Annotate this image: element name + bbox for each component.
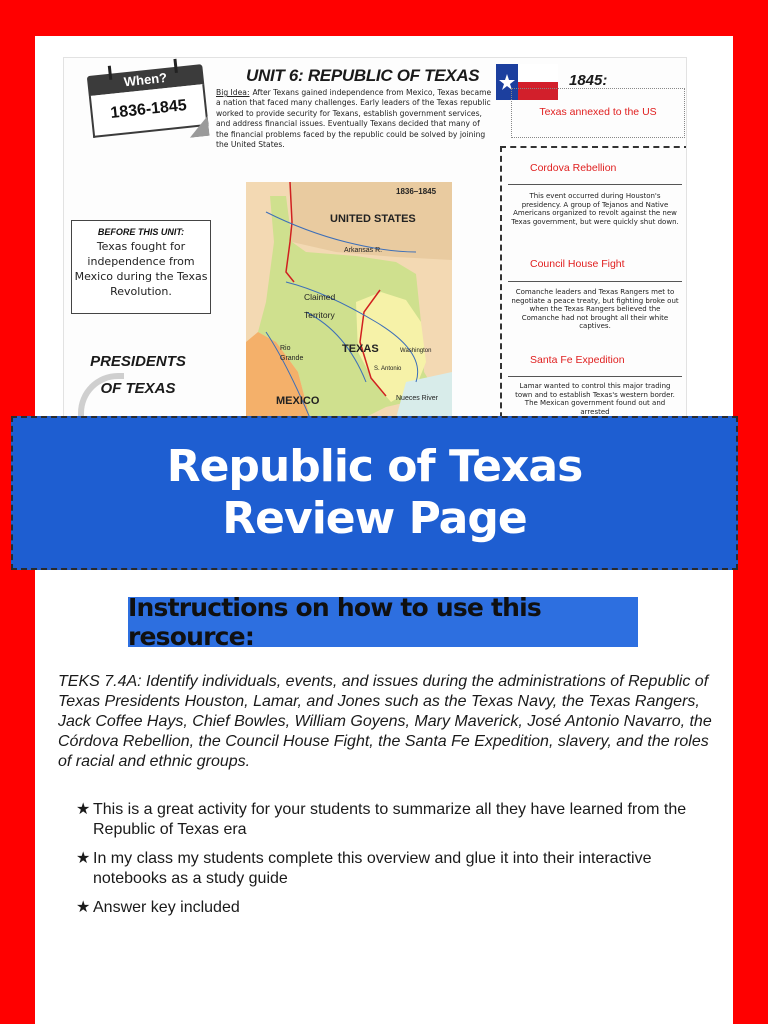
annex-year: 1845: — [569, 72, 608, 89]
map-years: 1836–1845 — [396, 187, 437, 196]
bullet-text: Answer key included — [93, 899, 240, 916]
calendar-ring — [173, 59, 177, 73]
when-years: 1836-1845 — [89, 84, 209, 138]
texas-map — [246, 182, 452, 418]
event-text: Comanche leaders and Texas Rangers met to negotiate a peace treaty, but fighting broke out when the Texas Rangers believed the Comanche had not brought all their white captives. — [511, 288, 679, 331]
annex-text: Texas annexed to the US — [539, 106, 657, 118]
before-title: BEFORE THIS UNIT: — [97, 227, 185, 237]
list-item — [76, 849, 716, 889]
before-this-unit-box — [71, 220, 211, 314]
map-label-united-states: UNITED STATES — [330, 213, 416, 225]
map-label-territory: Territory — [304, 310, 335, 320]
star-icon: ★ — [76, 801, 91, 818]
star-icon: ★ — [76, 899, 91, 916]
event-text: This event occurred during Houston's presidency. A group of Tejanos and Native Americans organized to revolt against the new Texas government, but were quickly shut down. — [511, 192, 679, 226]
annex-box — [511, 88, 685, 138]
map-label-mexico: MEXICO — [276, 395, 320, 407]
divider — [508, 376, 682, 377]
before-text: Texas fought for independence from Mexico during the Texas Revolution. — [74, 240, 208, 298]
when-label: When? — [87, 64, 204, 96]
bullet-text: In my class my students complete this overview and glue it into their interactive notebooks as a study guide — [93, 850, 652, 887]
map-label-arkansas: Arkansas R. — [344, 247, 383, 254]
event-title: Santa Fe Expedition — [530, 354, 625, 366]
divider — [508, 281, 682, 282]
map-label-san-antonio: S. Antonio — [374, 366, 402, 372]
teks-standard: TEKS 7.4A: Identify individuals, events, and issues during the administrations of Republic of Texas Presidents Houston, Lamar, and Jones such as the Texas Navy, the Texas Rangers, Jack Coffee Hays, Chief Bowles, William Goyens, Mary Maverick, José Antonio Navarro, the Córdova Rebellion, the Council House Fight, the Santa Fe Expedition, slavery, and the roles of racial and ethnic groups. — [58, 673, 712, 770]
unit-title: UNIT 6: REPUBLIC OF TEXAS — [246, 66, 480, 85]
big-idea-text: After Texans gained independence from Mexico, Texas became a nation that faced many challenges. Early leaders of the Texas republic worked to provide security for Texans, establish government services, and address financial issues. Eventually Texans decided that many of the financial problems faced by the republic could be solved by joining the United States. — [216, 88, 492, 150]
map-label-grande: Grande — [280, 355, 304, 362]
big-idea-label: Big Idea: — [216, 88, 250, 97]
list-item — [76, 800, 716, 840]
map-label-nueces: Nueces River — [396, 395, 439, 402]
map-label-washington: Washington — [400, 348, 432, 354]
events-box — [500, 146, 687, 419]
list-item — [76, 898, 716, 918]
presidents-title: PRESIDENTS OF TEXAS — [90, 353, 186, 397]
calendar-ring — [108, 66, 112, 80]
when-calendar — [87, 64, 209, 144]
instructions-heading-box — [128, 593, 638, 651]
event-title: Cordova Rebellion — [530, 162, 617, 174]
map-label-texas: TEXAS — [342, 343, 379, 355]
big-idea — [216, 88, 494, 150]
event-title: Council House Fight — [530, 258, 625, 270]
bullet-list — [76, 800, 716, 927]
title-banner — [11, 416, 738, 570]
map-label-claimed: Claimed — [304, 292, 336, 302]
map-label-rio: Rio — [280, 345, 291, 352]
instructions-heading: Instructions on how to use this resource: — [128, 593, 541, 651]
event-text: Lamar wanted to control this major trading town and to establish Texas's western border. The Mexican government found out and arrested — [515, 382, 675, 416]
bullet-text: This is a great activity for your students to summarize all they have learned from the Republic of Texas era — [93, 801, 687, 838]
banner-title-line1: Republic of Texas — [166, 441, 583, 492]
banner-title-line2: Review Page — [222, 493, 527, 544]
worksheet-preview — [63, 57, 687, 419]
divider — [508, 184, 682, 185]
star-icon: ★ — [76, 850, 91, 867]
